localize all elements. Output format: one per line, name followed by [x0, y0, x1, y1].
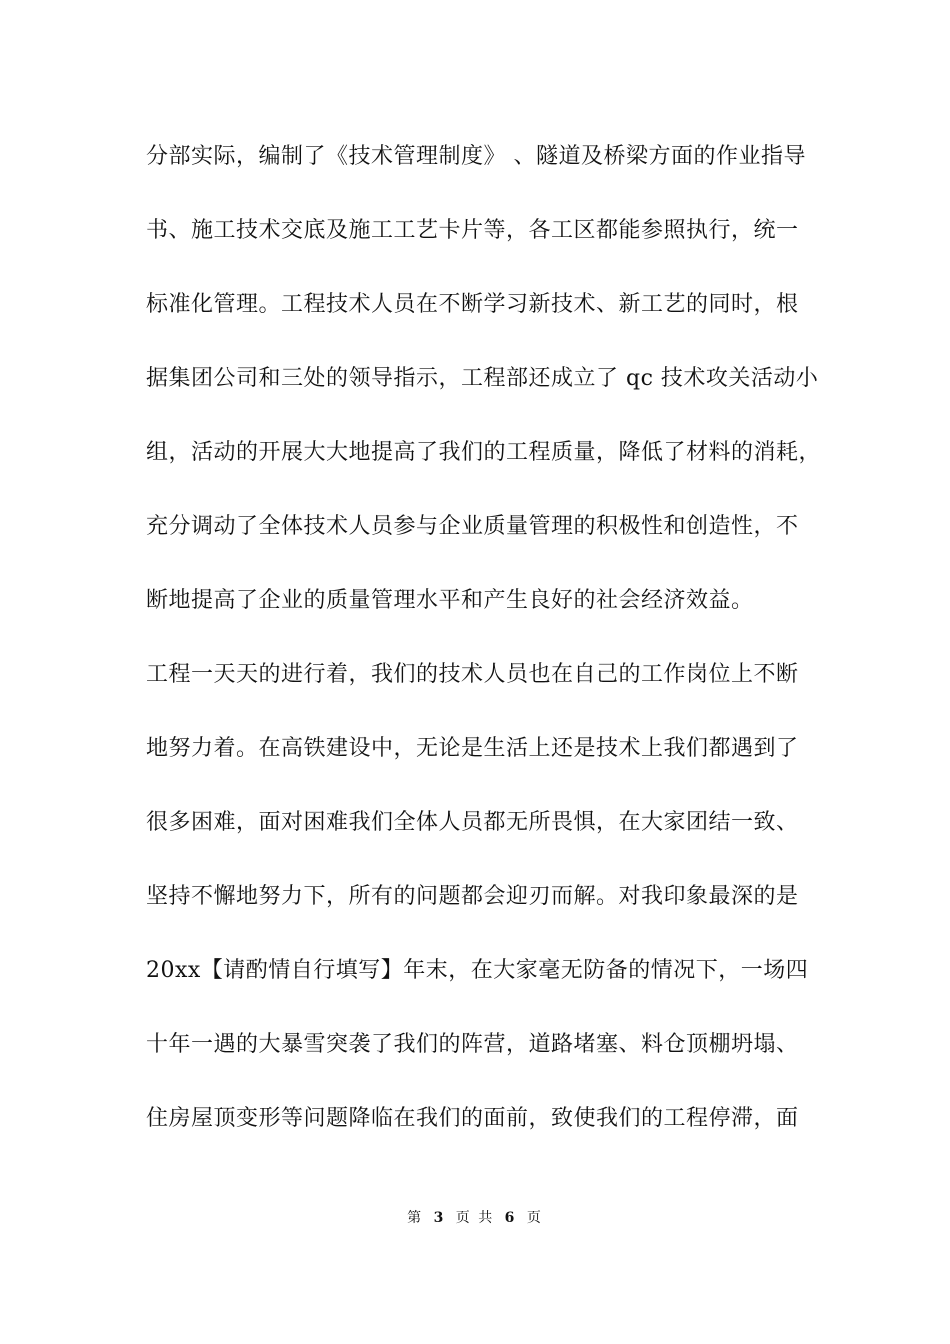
text-line: 地努力着。在高铁建设中，无论是生活上还是技术上我们都遇到了 — [146, 736, 799, 761]
footer-suffix: 页 — [526, 1210, 543, 1226]
text-line: 组，活动的开展大大地提高了我们的工程质量，降低了材料的消耗， — [146, 440, 822, 465]
text-line: 断地提高了企业的质量管理水平和产生良好的社会经济效益。 — [146, 588, 754, 613]
text-line: 住房屋顶变形等问题降临在我们的面前，致使我们的工程停滞，面 — [146, 1106, 799, 1131]
text-line: 据集团公司和三处的领导指示，工程部还成立了 qc 技术攻关活动小 — [146, 366, 819, 391]
total-pages-number: 6 — [504, 1210, 517, 1226]
text-line: 20xx【请酌情自行填写】年末，在大家毫无防备的情况下，一场四 — [146, 958, 809, 983]
text-line: 分部实际，编制了《技术管理制度》 、隧道及桥梁方面的作业指导 — [146, 144, 806, 169]
current-page-number: 3 — [433, 1210, 446, 1226]
page-footer — [0, 1207, 950, 1227]
text-line: 充分调动了全体技术人员参与企业质量管理的积极性和创造性，不 — [146, 514, 799, 539]
footer-middle: 页 共 — [455, 1210, 495, 1226]
footer-prefix: 第 — [407, 1210, 424, 1226]
text-line: 很多困难，面对困难我们全体人员都无所畏惧，在大家团结一致、 — [146, 810, 799, 835]
text-line: 工程一天天的进行着，我们的技术人员也在自己的工作岗位上不断 — [146, 662, 799, 687]
body-text — [146, 134, 826, 1170]
text-line: 坚持不懈地努力下，所有的问题都会迎刃而解。对我印象最深的是 — [146, 884, 799, 909]
text-line: 十年一遇的大暴雪突袭了我们的阵营，道路堵塞、料仓顶棚坍塌、 — [146, 1032, 799, 1057]
text-line: 书、施工技术交底及施工工艺卡片等，各工区都能参照执行，统一 — [146, 218, 799, 243]
text-line: 标准化管理。工程技术人员在不断学习新技术、新工艺的同时，根 — [146, 292, 799, 317]
